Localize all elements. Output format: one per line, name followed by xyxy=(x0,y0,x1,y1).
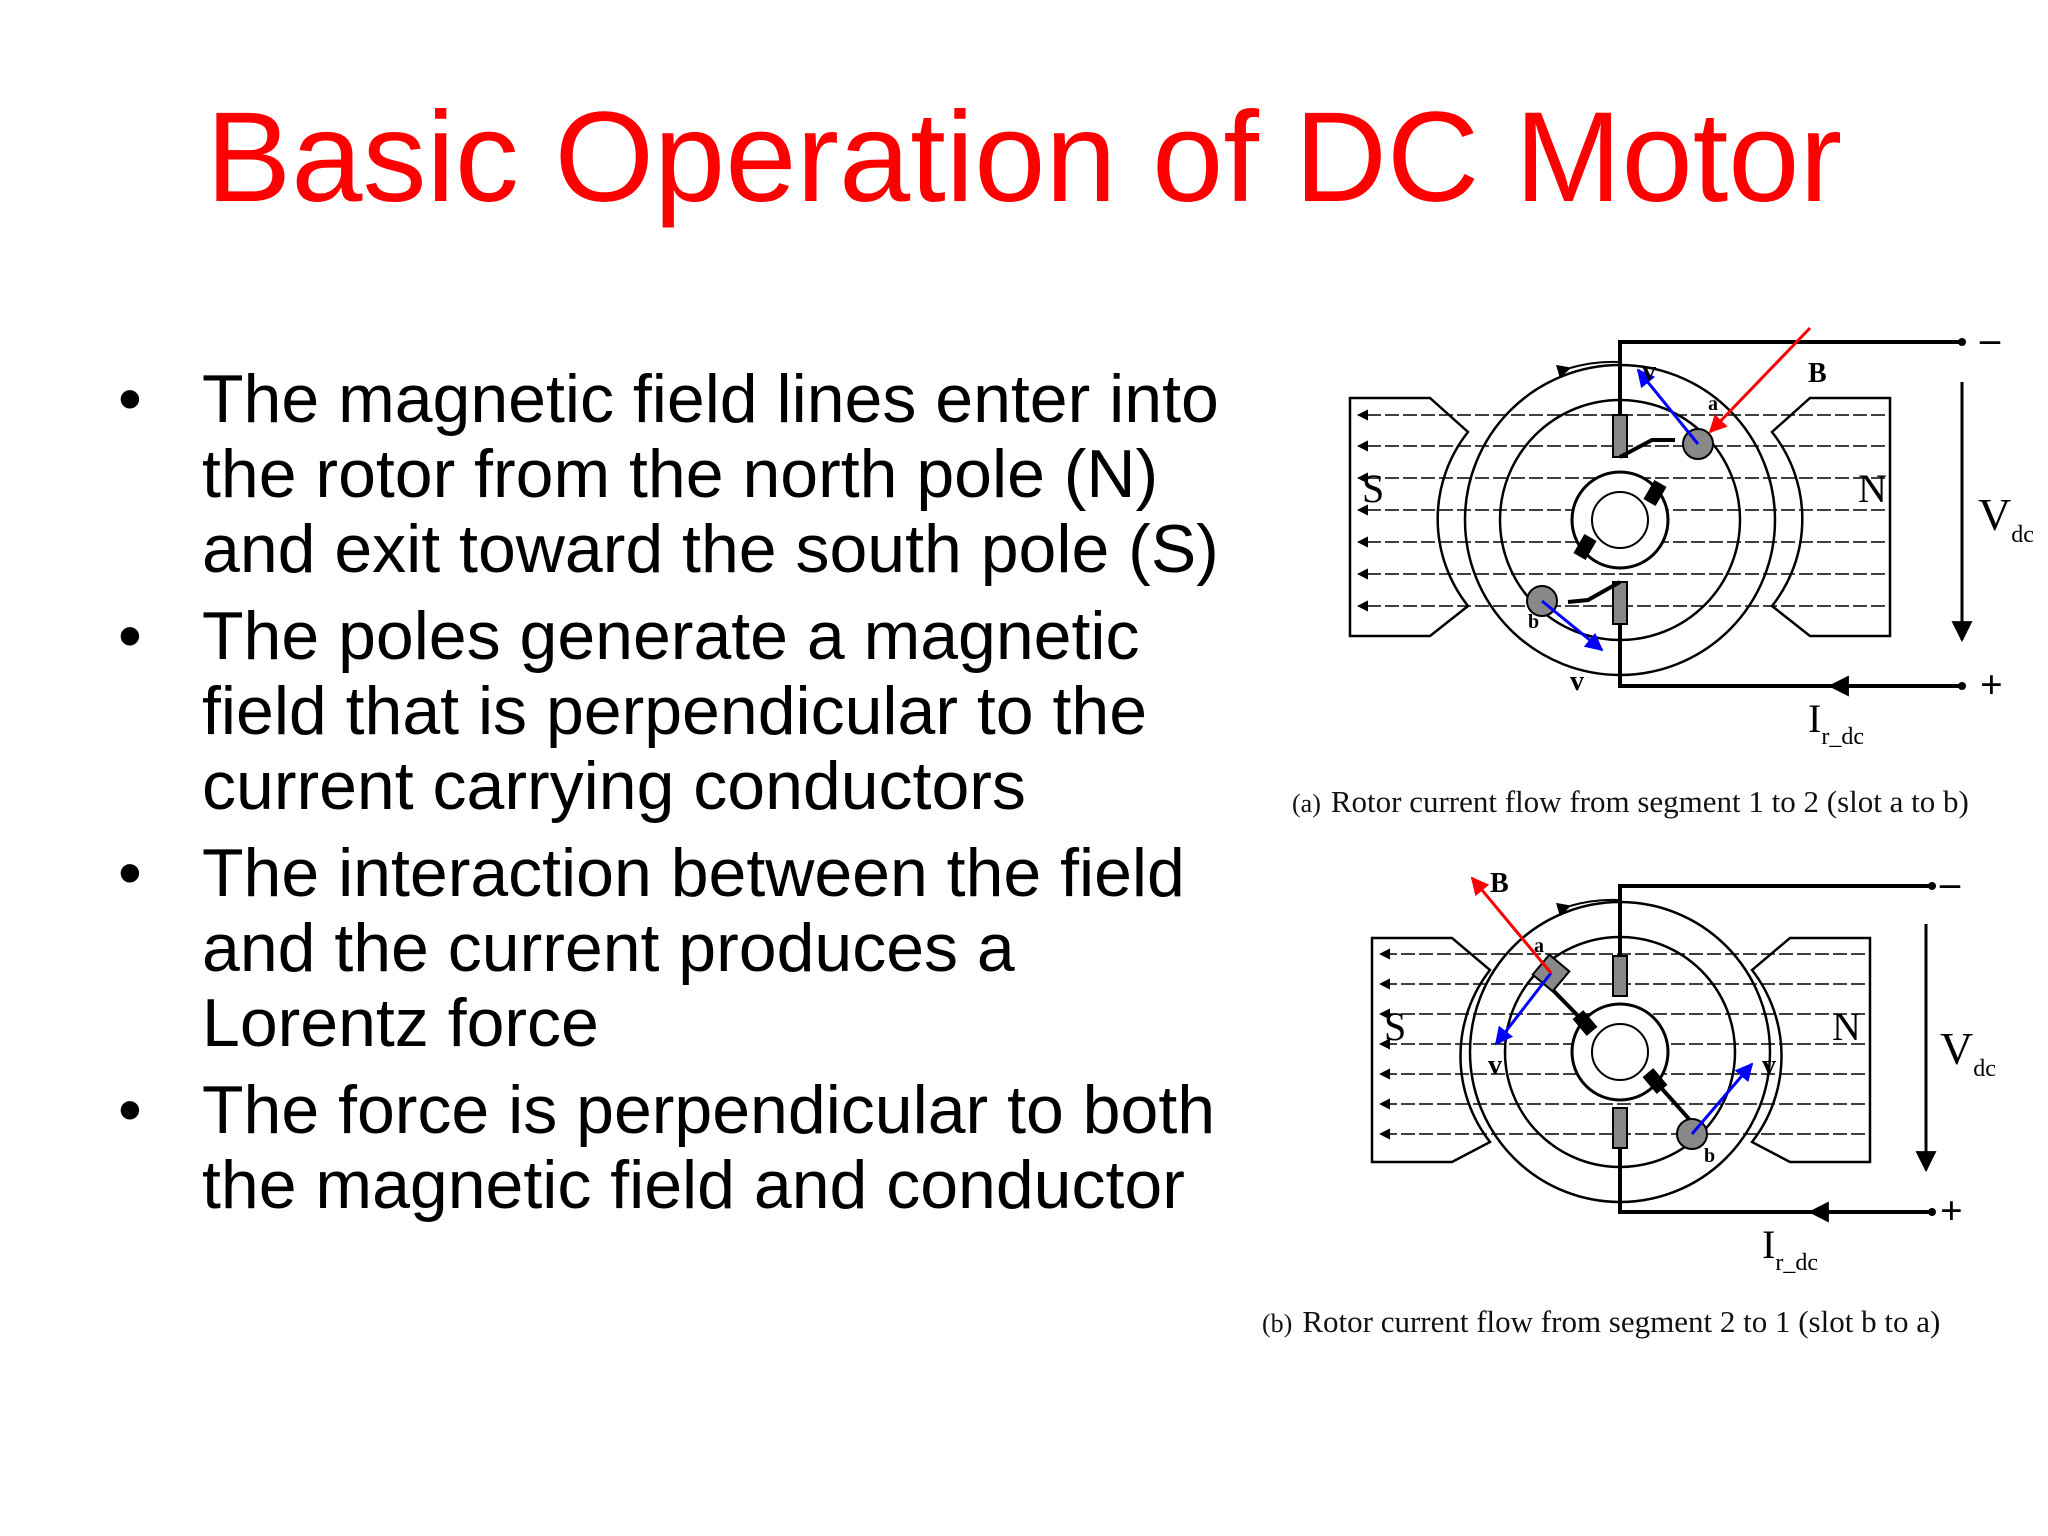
label-B: B xyxy=(1808,358,1827,389)
label-minus: – xyxy=(1980,320,2000,361)
bullet-line: the magnetic field and conductor xyxy=(202,1147,1185,1223)
brush-bottom xyxy=(1613,582,1627,624)
bullet-item xyxy=(118,599,1258,824)
bullet-dot-icon: • xyxy=(118,835,142,911)
label-v-top: v xyxy=(1642,356,1656,387)
brush-bottom xyxy=(1613,1108,1627,1148)
bullet-dot-icon: • xyxy=(118,361,142,437)
label-plus: + xyxy=(1980,662,2003,707)
label-v-left: v xyxy=(1488,1050,1502,1081)
label-minus: – xyxy=(1940,860,1960,905)
label-slot-b: b xyxy=(1704,1145,1716,1167)
label-I: $I_{r\_dc}$ xyxy=(1762,1222,1818,1276)
motor-diagram-a xyxy=(1280,320,2048,840)
bullet-dot-icon: • xyxy=(118,598,142,674)
bullet-line: The interaction between the field xyxy=(202,835,1185,911)
label-V: $V_{dc}$ xyxy=(1978,489,2034,548)
bullet-item xyxy=(118,1073,1258,1223)
velocity-vector-b xyxy=(1542,601,1602,650)
label-slot-b: b xyxy=(1528,611,1540,633)
label-N: N xyxy=(1832,1004,1861,1049)
bullet-list xyxy=(118,362,1258,1235)
label-plus: + xyxy=(1940,1188,1963,1233)
bullet-line: field that is perpendicular to the xyxy=(202,673,1148,749)
south-pole-piece xyxy=(1350,398,1468,636)
bullet-line: the rotor from the north pole (N) xyxy=(202,436,1159,512)
caption-a: (a) Rotor current flow from segment 1 to 2 (slot a to b) xyxy=(1292,784,1969,819)
bullet-line: The magnetic field lines enter into xyxy=(202,361,1219,437)
slide-title: Basic Operation of DC Motor xyxy=(205,86,1843,229)
bullet-line: and the current produces a xyxy=(202,910,1015,986)
motor-diagram-b xyxy=(1250,852,2040,1352)
label-I: $I_{r\_dc}$ xyxy=(1808,696,1864,750)
label-slot-a: a xyxy=(1708,393,1718,415)
label-v-right: v xyxy=(1762,1050,1776,1081)
bullet-dot-icon: • xyxy=(118,1072,142,1148)
north-pole-piece xyxy=(1772,398,1890,636)
brush-top xyxy=(1613,956,1627,996)
brush-top xyxy=(1613,415,1627,457)
bullet-line: Lorentz force xyxy=(202,985,599,1061)
label-V: $V_{dc}$ xyxy=(1940,1023,1996,1082)
label-N: N xyxy=(1858,466,1887,511)
label-B: B xyxy=(1490,868,1509,899)
south-pole-piece xyxy=(1372,938,1490,1162)
bullet-line: current carrying conductors xyxy=(202,748,1026,824)
bullet-line: and exit toward the south pole (S) xyxy=(202,511,1219,587)
label-S: S xyxy=(1362,466,1385,511)
bullet-item xyxy=(118,362,1258,587)
label-slot-a: a xyxy=(1534,935,1544,957)
bullet-line: The poles generate a magnetic xyxy=(202,598,1140,674)
label-v-bottom: v xyxy=(1570,666,1584,697)
bullet-item xyxy=(118,836,1258,1061)
bullet-line: The force is perpendicular to both xyxy=(202,1072,1216,1148)
caption-b: (b) Rotor current flow from segment 2 to 1 (slot b to a) xyxy=(1262,1304,1941,1339)
label-S: S xyxy=(1384,1004,1407,1049)
